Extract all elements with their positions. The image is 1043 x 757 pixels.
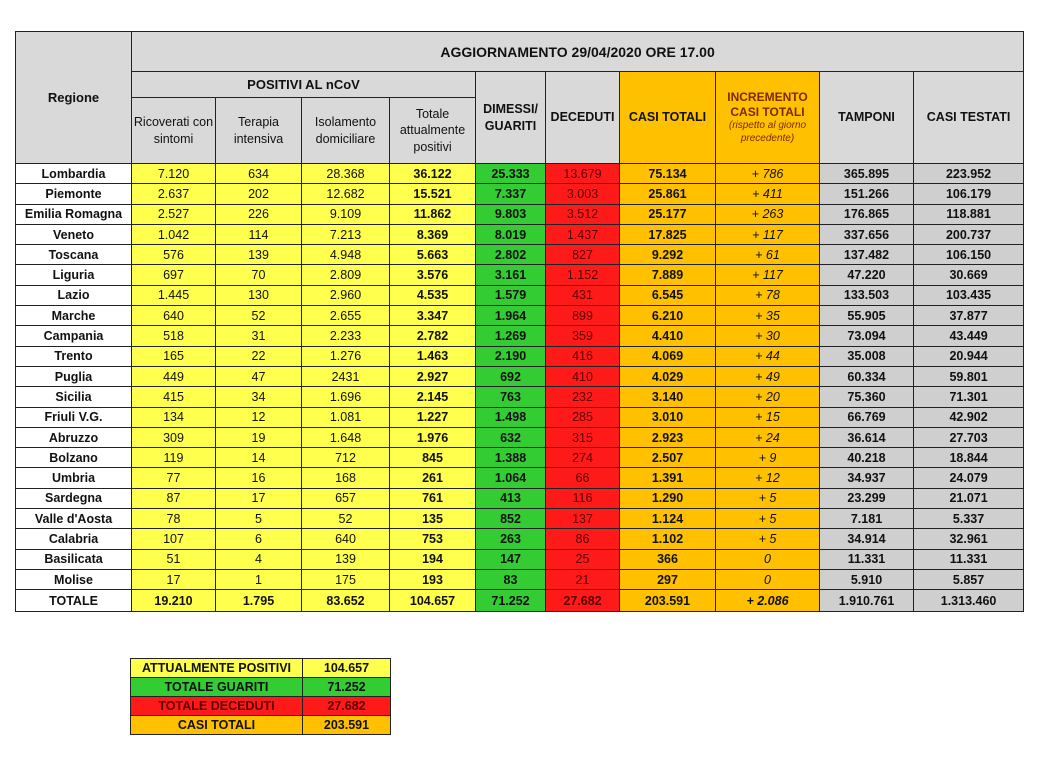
dimessi-cell: 2.190	[476, 346, 546, 366]
casi-testati-cell: 223.952	[914, 164, 1024, 184]
incremento-cell: + 9	[716, 448, 820, 468]
region-name: Veneto	[16, 224, 132, 244]
totale-positivi-cell: 2.782	[390, 326, 476, 346]
incremento-cell: + 24	[716, 427, 820, 447]
casi-totali-cell: 1.102	[620, 529, 716, 549]
casi-totali-cell: 4.069	[620, 346, 716, 366]
isolamento-cell: 12.682	[302, 184, 390, 204]
terapia-cell: 634	[216, 164, 302, 184]
header-tamponi: TAMPONI	[820, 72, 914, 164]
incremento-cell: + 61	[716, 245, 820, 265]
region-name: Abruzzo	[16, 427, 132, 447]
isolamento-cell: 657	[302, 488, 390, 508]
tamponi-cell: 5.910	[820, 569, 914, 589]
ricoverati-cell: 119	[132, 448, 216, 468]
covid-regional-table	[15, 31, 1024, 612]
tamponi-cell: 34.937	[820, 468, 914, 488]
incremento-cell: + 786	[716, 164, 820, 184]
table-row	[16, 366, 1024, 386]
region-name: Campania	[16, 326, 132, 346]
casi-totali-cell: 2.507	[620, 448, 716, 468]
dimessi-cell: 263	[476, 529, 546, 549]
summary-label: ATTUALMENTE POSITIVI	[131, 659, 303, 678]
totale-positivi-cell: 261	[390, 468, 476, 488]
incremento-cell: + 117	[716, 224, 820, 244]
region-name: Piemonte	[16, 184, 132, 204]
isolamento-cell: 52	[302, 509, 390, 529]
totale-ricoverati: 19.210	[132, 590, 216, 612]
totale-testati: 1.313.460	[914, 590, 1024, 612]
ricoverati-cell: 77	[132, 468, 216, 488]
dimessi-cell: 632	[476, 427, 546, 447]
ricoverati-cell: 165	[132, 346, 216, 366]
deceduti-cell: 416	[546, 346, 620, 366]
tamponi-cell: 7.181	[820, 509, 914, 529]
isolamento-cell: 640	[302, 529, 390, 549]
incremento-cell: + 78	[716, 285, 820, 305]
terapia-cell: 31	[216, 326, 302, 346]
terapia-cell: 22	[216, 346, 302, 366]
casi-totali-cell: 9.292	[620, 245, 716, 265]
ricoverati-cell: 107	[132, 529, 216, 549]
dimessi-cell: 1.064	[476, 468, 546, 488]
ricoverati-cell: 2.527	[132, 204, 216, 224]
incremento-cell: + 117	[716, 265, 820, 285]
terapia-cell: 226	[216, 204, 302, 224]
dimessi-cell: 1.269	[476, 326, 546, 346]
terapia-cell: 12	[216, 407, 302, 427]
terapia-cell: 17	[216, 488, 302, 508]
terapia-cell: 70	[216, 265, 302, 285]
totale-positivi-cell: 753	[390, 529, 476, 549]
header-incremento-label: INCREMENTO CASI TOTALI	[727, 90, 808, 119]
casi-testati-cell: 42.902	[914, 407, 1024, 427]
ricoverati-cell: 134	[132, 407, 216, 427]
isolamento-cell: 1.081	[302, 407, 390, 427]
table-row	[16, 488, 1024, 508]
tamponi-cell: 36.614	[820, 427, 914, 447]
totale-isolamento: 83.652	[302, 590, 390, 612]
tamponi-cell: 23.299	[820, 488, 914, 508]
casi-totali-cell: 1.391	[620, 468, 716, 488]
tamponi-cell: 73.094	[820, 326, 914, 346]
ricoverati-cell: 576	[132, 245, 216, 265]
summary-value: 104.657	[303, 659, 391, 678]
region-name: Calabria	[16, 529, 132, 549]
ricoverati-cell: 1.445	[132, 285, 216, 305]
deceduti-cell: 116	[546, 488, 620, 508]
casi-testati-cell: 32.961	[914, 529, 1024, 549]
summary-value: 71.252	[303, 678, 391, 697]
incremento-cell: 0	[716, 569, 820, 589]
ricoverati-cell: 1.042	[132, 224, 216, 244]
header-incremento-sub: (rispetto al giorno precedente)	[728, 120, 807, 144]
totale-positivi-cell: 845	[390, 448, 476, 468]
ricoverati-cell: 415	[132, 387, 216, 407]
totale-positivi-cell: 3.347	[390, 306, 476, 326]
summary-value: 27.682	[303, 697, 391, 716]
isolamento-cell: 139	[302, 549, 390, 569]
summary-row	[131, 659, 391, 678]
totale-positivi-cell: 36.122	[390, 164, 476, 184]
casi-testati-cell: 18.844	[914, 448, 1024, 468]
tamponi-cell: 66.769	[820, 407, 914, 427]
totale-positivi-cell: 15.521	[390, 184, 476, 204]
totale-positivi-cell: 193	[390, 569, 476, 589]
casi-totali-cell: 4.029	[620, 366, 716, 386]
isolamento-cell: 2.655	[302, 306, 390, 326]
table-row	[16, 326, 1024, 346]
dimessi-cell: 3.161	[476, 265, 546, 285]
terapia-cell: 19	[216, 427, 302, 447]
casi-totali-cell: 366	[620, 549, 716, 569]
region-name: Toscana	[16, 245, 132, 265]
tamponi-cell: 34.914	[820, 529, 914, 549]
header-totale-positivi: Totale attualmente positivi	[390, 98, 476, 164]
table-row	[16, 285, 1024, 305]
region-name: Bolzano	[16, 448, 132, 468]
dimessi-cell: 8.019	[476, 224, 546, 244]
header-regione: Regione	[16, 32, 132, 164]
table-row	[16, 407, 1024, 427]
totale-row	[16, 590, 1024, 612]
incremento-cell: + 5	[716, 509, 820, 529]
totale-incremento: + 2.086	[716, 590, 820, 612]
casi-testati-cell: 106.179	[914, 184, 1024, 204]
isolamento-cell: 2.960	[302, 285, 390, 305]
dimessi-cell: 1.579	[476, 285, 546, 305]
casi-testati-cell: 106.150	[914, 245, 1024, 265]
ricoverati-cell: 697	[132, 265, 216, 285]
incremento-cell: + 263	[716, 204, 820, 224]
isolamento-cell: 2431	[302, 366, 390, 386]
dimessi-cell: 852	[476, 509, 546, 529]
casi-testati-cell: 27.703	[914, 427, 1024, 447]
table-row	[16, 164, 1024, 184]
isolamento-cell: 2.809	[302, 265, 390, 285]
totale-positivi-cell: 2.145	[390, 387, 476, 407]
totale-dimessi: 71.252	[476, 590, 546, 612]
casi-totali-cell: 1.124	[620, 509, 716, 529]
region-name: Liguria	[16, 265, 132, 285]
incremento-cell: + 35	[716, 306, 820, 326]
table-row	[16, 509, 1024, 529]
ricoverati-cell: 640	[132, 306, 216, 326]
terapia-cell: 47	[216, 366, 302, 386]
incremento-cell: + 5	[716, 529, 820, 549]
casi-totali-cell: 25.861	[620, 184, 716, 204]
totale-casi: 203.591	[620, 590, 716, 612]
table-row	[16, 569, 1024, 589]
ricoverati-cell: 87	[132, 488, 216, 508]
totale-positivi-cell: 1.227	[390, 407, 476, 427]
terapia-cell: 1	[216, 569, 302, 589]
table-row	[16, 549, 1024, 569]
tamponi-cell: 337.656	[820, 224, 914, 244]
update-title: AGGIORNAMENTO 29/04/2020 ORE 17.00	[132, 32, 1024, 72]
tamponi-cell: 365.895	[820, 164, 914, 184]
table-row	[16, 529, 1024, 549]
summary-value: 203.591	[303, 716, 391, 735]
header-positivi-group: POSITIVI AL nCoV	[132, 72, 476, 98]
deceduti-cell: 3.003	[546, 184, 620, 204]
casi-testati-cell: 118.881	[914, 204, 1024, 224]
casi-totali-cell: 1.290	[620, 488, 716, 508]
summary-label: CASI TOTALI	[131, 716, 303, 735]
header-dimessi: DIMESSI/ GUARITI	[476, 72, 546, 164]
region-name: Umbria	[16, 468, 132, 488]
casi-testati-cell: 71.301	[914, 387, 1024, 407]
ricoverati-cell: 2.637	[132, 184, 216, 204]
totale-deceduti: 27.682	[546, 590, 620, 612]
table-row	[16, 265, 1024, 285]
totale-terapia: 1.795	[216, 590, 302, 612]
region-name: Molise	[16, 569, 132, 589]
incremento-cell: + 49	[716, 366, 820, 386]
casi-testati-cell: 43.449	[914, 326, 1024, 346]
tamponi-cell: 40.218	[820, 448, 914, 468]
deceduti-cell: 21	[546, 569, 620, 589]
totale-positivi-cell: 4.535	[390, 285, 476, 305]
isolamento-cell: 1.648	[302, 427, 390, 447]
terapia-cell: 14	[216, 448, 302, 468]
casi-testati-cell: 103.435	[914, 285, 1024, 305]
totale-positivi-cell: 135	[390, 509, 476, 529]
table-body	[16, 164, 1024, 590]
totale-positivi-cell: 2.927	[390, 366, 476, 386]
table-row	[16, 224, 1024, 244]
isolamento-cell: 9.109	[302, 204, 390, 224]
terapia-cell: 202	[216, 184, 302, 204]
deceduti-cell: 274	[546, 448, 620, 468]
incremento-cell: + 20	[716, 387, 820, 407]
incremento-cell: + 15	[716, 407, 820, 427]
deceduti-cell: 86	[546, 529, 620, 549]
header-casi-testati: CASI TESTATI	[914, 72, 1024, 164]
dimessi-cell: 692	[476, 366, 546, 386]
deceduti-cell: 25	[546, 549, 620, 569]
casi-testati-cell: 5.337	[914, 509, 1024, 529]
table-row	[16, 427, 1024, 447]
tamponi-cell: 35.008	[820, 346, 914, 366]
terapia-cell: 16	[216, 468, 302, 488]
incremento-cell: + 5	[716, 488, 820, 508]
summary-row	[131, 697, 391, 716]
table-row	[16, 184, 1024, 204]
table-row	[16, 387, 1024, 407]
casi-totali-cell: 17.825	[620, 224, 716, 244]
terapia-cell: 34	[216, 387, 302, 407]
casi-totali-cell: 297	[620, 569, 716, 589]
casi-totali-cell: 75.134	[620, 164, 716, 184]
totale-positivi-cell: 761	[390, 488, 476, 508]
deceduti-cell: 285	[546, 407, 620, 427]
region-name: Puglia	[16, 366, 132, 386]
casi-testati-cell: 11.331	[914, 549, 1024, 569]
tamponi-cell: 55.905	[820, 306, 914, 326]
dimessi-cell: 25.333	[476, 164, 546, 184]
tamponi-cell: 137.482	[820, 245, 914, 265]
terapia-cell: 114	[216, 224, 302, 244]
dimessi-cell: 7.337	[476, 184, 546, 204]
deceduti-cell: 827	[546, 245, 620, 265]
dimessi-cell: 9.803	[476, 204, 546, 224]
deceduti-cell: 359	[546, 326, 620, 346]
casi-totali-cell: 2.923	[620, 427, 716, 447]
dimessi-cell: 763	[476, 387, 546, 407]
deceduti-cell: 431	[546, 285, 620, 305]
dimessi-cell: 1.498	[476, 407, 546, 427]
casi-testati-cell: 59.801	[914, 366, 1024, 386]
incremento-cell: + 12	[716, 468, 820, 488]
table-row	[16, 204, 1024, 224]
region-name: Marche	[16, 306, 132, 326]
table-row	[16, 448, 1024, 468]
summary-label: TOTALE GUARITI	[131, 678, 303, 697]
terapia-cell: 4	[216, 549, 302, 569]
deceduti-cell: 1.437	[546, 224, 620, 244]
dimessi-cell: 147	[476, 549, 546, 569]
tamponi-cell: 75.360	[820, 387, 914, 407]
deceduti-cell: 315	[546, 427, 620, 447]
header-deceduti: DECEDUTI	[546, 72, 620, 164]
deceduti-cell: 232	[546, 387, 620, 407]
header-terapia: Terapia intensiva	[216, 98, 302, 164]
totale-positivi-cell: 1.463	[390, 346, 476, 366]
table-row	[16, 245, 1024, 265]
summary-table	[130, 658, 391, 735]
region-name: Trento	[16, 346, 132, 366]
deceduti-cell: 3.512	[546, 204, 620, 224]
ricoverati-cell: 78	[132, 509, 216, 529]
incremento-cell: + 44	[716, 346, 820, 366]
totale-positivi-cell: 1.976	[390, 427, 476, 447]
header-ricoverati: Ricoverati con sintomi	[132, 98, 216, 164]
isolamento-cell: 28.368	[302, 164, 390, 184]
tamponi-cell: 60.334	[820, 366, 914, 386]
isolamento-cell: 175	[302, 569, 390, 589]
isolamento-cell: 1.276	[302, 346, 390, 366]
casi-testati-cell: 21.071	[914, 488, 1024, 508]
tamponi-cell: 176.865	[820, 204, 914, 224]
casi-totali-cell: 3.010	[620, 407, 716, 427]
tamponi-cell: 133.503	[820, 285, 914, 305]
totale-positivi-cell: 11.862	[390, 204, 476, 224]
dimessi-cell: 83	[476, 569, 546, 589]
summary-row	[131, 716, 391, 735]
incremento-cell: + 411	[716, 184, 820, 204]
casi-testati-cell: 24.079	[914, 468, 1024, 488]
casi-totali-cell: 3.140	[620, 387, 716, 407]
tamponi-cell: 11.331	[820, 549, 914, 569]
totale-positivi-cell: 8.369	[390, 224, 476, 244]
incremento-cell: 0	[716, 549, 820, 569]
region-name: Basilicata	[16, 549, 132, 569]
casi-totali-cell: 6.210	[620, 306, 716, 326]
deceduti-cell: 1.152	[546, 265, 620, 285]
totale-positivi-cell: 194	[390, 549, 476, 569]
region-name: Emilia Romagna	[16, 204, 132, 224]
terapia-cell: 5	[216, 509, 302, 529]
ricoverati-cell: 7.120	[132, 164, 216, 184]
totale-positivi: 104.657	[390, 590, 476, 612]
table-row	[16, 468, 1024, 488]
region-name: Lombardia	[16, 164, 132, 184]
isolamento-cell: 1.696	[302, 387, 390, 407]
isolamento-cell: 4.948	[302, 245, 390, 265]
casi-testati-cell: 5.857	[914, 569, 1024, 589]
casi-totali-cell: 6.545	[620, 285, 716, 305]
dimessi-cell: 413	[476, 488, 546, 508]
ricoverati-cell: 309	[132, 427, 216, 447]
ricoverati-cell: 17	[132, 569, 216, 589]
table-row	[16, 346, 1024, 366]
isolamento-cell: 712	[302, 448, 390, 468]
casi-totali-cell: 7.889	[620, 265, 716, 285]
casi-testati-cell: 200.737	[914, 224, 1024, 244]
isolamento-cell: 7.213	[302, 224, 390, 244]
casi-testati-cell: 30.669	[914, 265, 1024, 285]
isolamento-cell: 2.233	[302, 326, 390, 346]
terapia-cell: 130	[216, 285, 302, 305]
region-name: Lazio	[16, 285, 132, 305]
header-isolamento: Isolamento domiciliare	[302, 98, 390, 164]
casi-testati-cell: 37.877	[914, 306, 1024, 326]
dimessi-cell: 1.388	[476, 448, 546, 468]
casi-totali-cell: 25.177	[620, 204, 716, 224]
casi-totali-cell: 4.410	[620, 326, 716, 346]
tamponi-cell: 47.220	[820, 265, 914, 285]
summary-label: TOTALE DECEDUTI	[131, 697, 303, 716]
deceduti-cell: 137	[546, 509, 620, 529]
ricoverati-cell: 449	[132, 366, 216, 386]
table-row	[16, 306, 1024, 326]
deceduti-cell: 410	[546, 366, 620, 386]
casi-testati-cell: 20.944	[914, 346, 1024, 366]
dimessi-cell: 2.802	[476, 245, 546, 265]
region-name: Sardegna	[16, 488, 132, 508]
isolamento-cell: 168	[302, 468, 390, 488]
ricoverati-cell: 518	[132, 326, 216, 346]
deceduti-cell: 899	[546, 306, 620, 326]
deceduti-cell: 66	[546, 468, 620, 488]
terapia-cell: 139	[216, 245, 302, 265]
terapia-cell: 52	[216, 306, 302, 326]
summary-row	[131, 678, 391, 697]
deceduti-cell: 13.679	[546, 164, 620, 184]
ricoverati-cell: 51	[132, 549, 216, 569]
header-incremento	[716, 72, 820, 164]
incremento-cell: + 30	[716, 326, 820, 346]
region-name: Friuli V.G.	[16, 407, 132, 427]
totale-tamponi: 1.910.761	[820, 590, 914, 612]
totale-positivi-cell: 5.663	[390, 245, 476, 265]
dimessi-cell: 1.964	[476, 306, 546, 326]
tamponi-cell: 151.266	[820, 184, 914, 204]
region-name: Sicilia	[16, 387, 132, 407]
terapia-cell: 6	[216, 529, 302, 549]
totale-positivi-cell: 3.576	[390, 265, 476, 285]
region-name: Valle d'Aosta	[16, 509, 132, 529]
totale-label: TOTALE	[16, 590, 132, 612]
header-casi-totali: CASI TOTALI	[620, 72, 716, 164]
